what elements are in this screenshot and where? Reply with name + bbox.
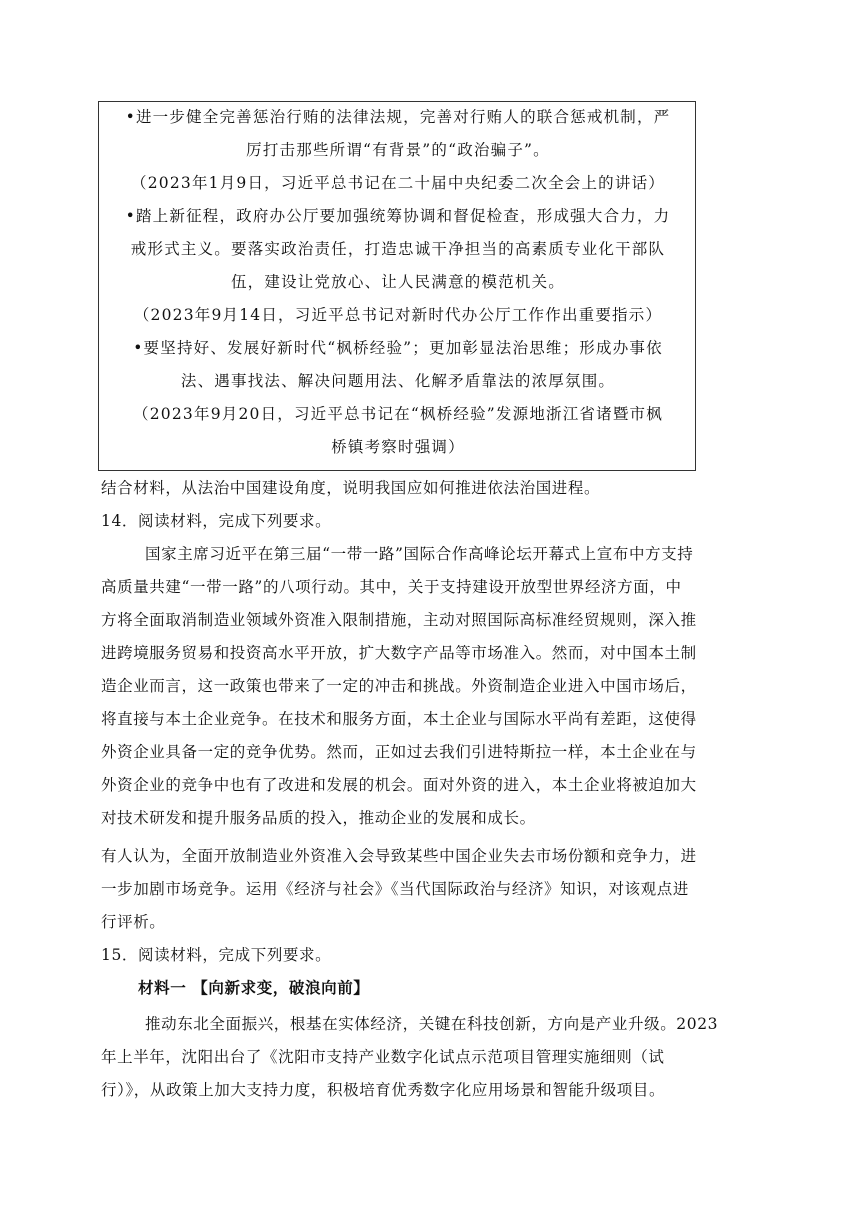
quote-source: （2023年9月14日，习近平总书记对新时代办公厅工作作出重要指示） bbox=[133, 306, 663, 324]
quote-line: •进一步健全完善惩治行贿的法律法规，完善对行贿人的联合惩戒机制，严 bbox=[125, 108, 671, 126]
q14-material-line: 高质量共建“一带一路”的八项行动。其中，关于支持建设开放型世界经济方面，中 bbox=[101, 578, 682, 596]
q14-material-line: 造企业而言，这一政策也带来了一定的冲击和挑战。外资制造企业进入中国市场后， bbox=[101, 677, 697, 695]
quote-line: 戒形式主义。要落实政治责任，打造忠诚干净担当的高素质专业化干部队 bbox=[130, 240, 666, 258]
quote-line: •要坚持好、发展好新时代“枫桥经验”；更加彰显法治思维；形成办事依 bbox=[133, 339, 663, 357]
q14-material-line: 对技术研发和提升服务品质的投入，推动企业的发展和成长。 bbox=[101, 809, 536, 827]
q15-heading: 15．阅读材料，完成下列要求。 bbox=[101, 946, 332, 964]
q14-question-line: 一步加剧市场竞争。运用《经济与社会》《当代国际政治与经济》知识，对该观点进 bbox=[101, 880, 689, 898]
q15-material-line: 行）》，从政策上加大支持力度，积极培育优秀数字化应用场景和智能升级项目。 bbox=[101, 1081, 666, 1099]
quote-source: （2023年1月9日，习近平总书记在二十届中央纪委二次全会上的讲话） bbox=[131, 174, 665, 192]
q14-material-line: 外资企业的竞争中也有了改进和发展的机会。面对外资的进入，本土企业将被迫加大 bbox=[101, 776, 697, 794]
q14-heading: 14．阅读材料，完成下列要求。 bbox=[101, 512, 332, 530]
q14-question-line: 行评析。 bbox=[101, 913, 166, 931]
q14-question-line: 有人认为，全面开放制造业外资准入会导致某些中国企业失去市场份额和竞争力，进 bbox=[101, 847, 697, 865]
q15-material-title: 材料一 【向新求变，破浪向前】 bbox=[138, 978, 370, 997]
q15-material-line: 年上半年，沈阳出台了《沈阳市支持产业数字化试点示范项目管理实施细则（试 bbox=[101, 1048, 665, 1066]
quote-source: （2023年9月20日，习近平总书记在“枫桥经验”发源地浙江省诸暨市枫 bbox=[133, 405, 663, 423]
q14-material-line: 外资企业具备一定的竞争优势。然而，正如过去我们引进特斯拉一样，本土企业在与 bbox=[101, 743, 697, 761]
q14-material-line: 进跨境服务贸易和投资高水平开放，扩大数字产品等市场准入。然而，对中国本土制 bbox=[101, 644, 697, 662]
quote-line: 厉打击那些所谓“有背景”的“政治骗子”。 bbox=[246, 141, 550, 159]
quote-line: 伍，建设让党放心、让人民满意的模范机关。 bbox=[230, 273, 565, 291]
q14-material-line: 方将全面取消制造业领域外资准入限制措施，主动对照国际高标准经贸规则，深入推 bbox=[101, 611, 697, 629]
q13-prompt: 结合材料，从法治中国建设角度，说明我国应如何推进依法治国进程。 bbox=[101, 479, 601, 497]
q14-material-line: 将直接与本土企业竞争。在技术和服务方面，本土企业与国际水平尚有差距，这使得 bbox=[101, 710, 697, 728]
quote-line: 法、遇事找法、解决问题用法、化解矛盾靠法的浓厚氛围。 bbox=[180, 372, 616, 390]
quote-source: 桥镇考察时强调） bbox=[331, 438, 465, 456]
quote-box bbox=[98, 101, 696, 471]
quote-line: •踏上新征程，政府办公厅要加强统筹协调和督促检查，形成强大合力，力 bbox=[125, 207, 671, 225]
q15-material-line: 推动东北全面振兴，根基在实体经济，关键在科技创新，方向是产业升级。2023 bbox=[145, 1015, 719, 1033]
q14-material-line: 国家主席习近平在第三届“一带一路”国际合作高峰论坛开幕式上宣布中方支持 bbox=[145, 545, 694, 563]
